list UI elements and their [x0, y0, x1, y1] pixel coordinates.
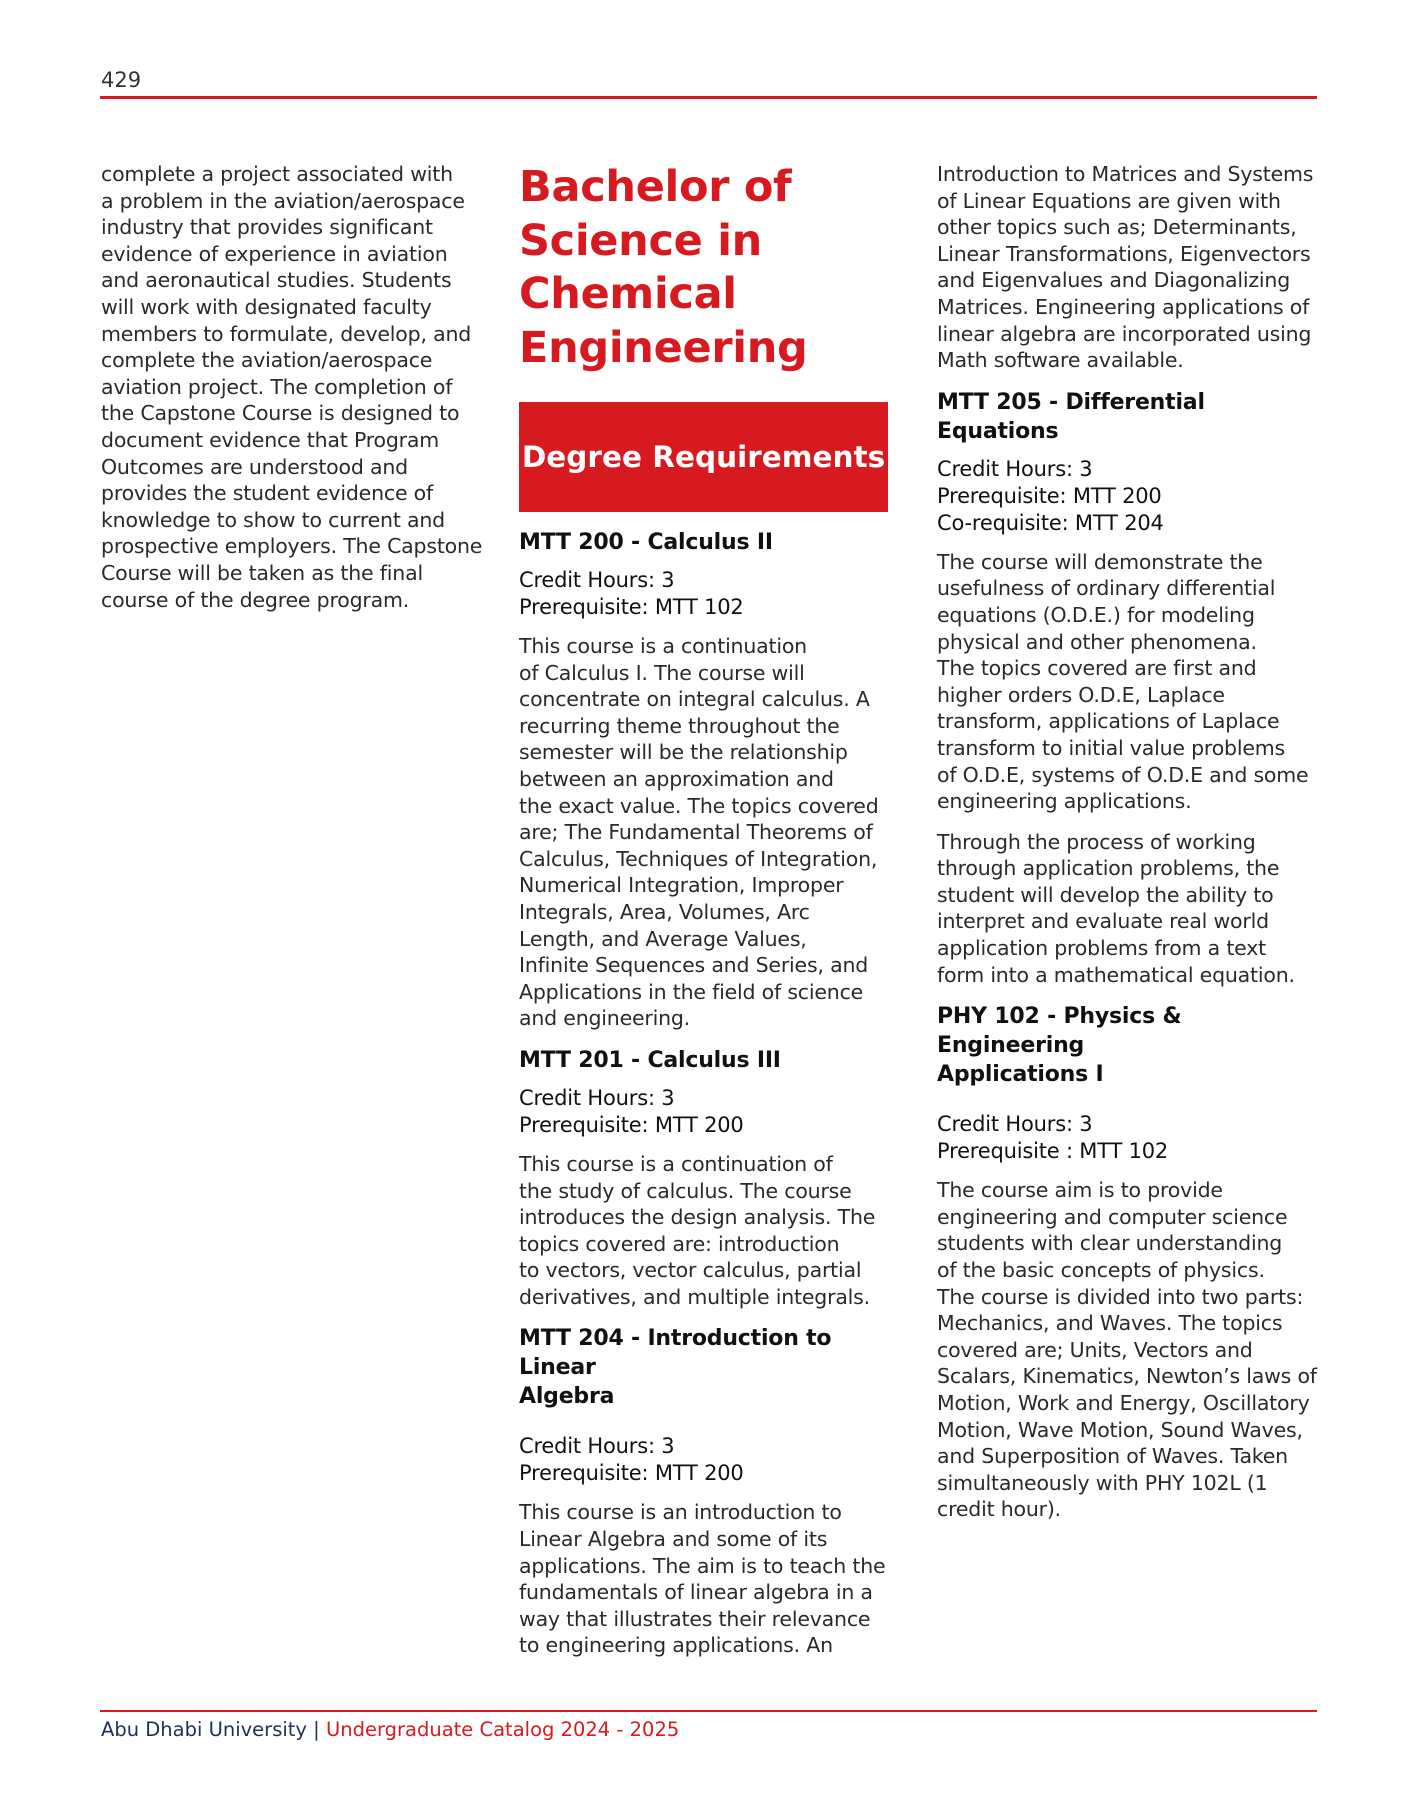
footer-catalog-title: Undergraduate Catalog 2024 - 2025 [325, 1718, 680, 1741]
course-title: MTT 205 - Differential Equations [937, 389, 1205, 444]
course-description: The course will demonstrate the usefulness of ordinary differential equations (O.D.E.) for modeling physical and other phenomena. The topics covered are first and higher orders O.D.E, Laplace transform, applications of Laplace transform to initial value problems of O.D.E, systems of O.D.E and some engineering applications. [937, 549, 1309, 814]
course-title: MTT 200 - Calculus II [519, 530, 773, 555]
course-mtt-200 [519, 528, 893, 1032]
course-description: This course is a continuation of the study of calculus. The course introduces the design analysis. The topics covered are: introduction to vectors, vector calculus, partial derivatives, and multiple integrals. [519, 1151, 876, 1309]
course-meta: Credit Hours: 3 Prerequisite : MTT 102 [937, 1112, 1169, 1164]
course-title: MTT 204 - Introduction to Linear Algebra [519, 1326, 832, 1410]
course-meta: Credit Hours: 3 Prerequisite: MTT 200 Co-requisite: MTT 204 [937, 456, 1164, 535]
footer [101, 1717, 679, 1743]
footer-organization: Abu Dhabi University [101, 1718, 307, 1741]
course-mtt-201 [519, 1046, 893, 1311]
middle-column [519, 161, 893, 1673]
course-description-continued: Through the process of working through application problems, the student will develop the ability to interpret and evaluate real world application problems from a text form into a mathematical equation. [937, 829, 1295, 987]
page-number: 429 [101, 68, 142, 92]
right-column [937, 161, 1322, 1537]
course-meta: Credit Hours: 3 Prerequisite: MTT 200 [519, 1085, 744, 1137]
program-title: Bachelor of Science in Chemical Engineering [519, 162, 808, 373]
course-title: MTT 201 - Calculus III [519, 1047, 781, 1073]
course-description: The course aim is to provide engineering and computer science students with clear understanding of the basic concepts of physics. The course is divided into two parts: Mechanics, and Waves. The topics covered are; Units, Vectors and Scalars, Kinematics, Newton’s laws of Motion, Work and Energy, Oscillatory Motion, Wave Motion, Sound Waves, and Superposition of Waves. Taken simultaneously with PHY 102L (1 credit hour). [937, 1178, 1317, 1522]
course-mtt-205 [937, 388, 1322, 989]
footer-separator: | [306, 1718, 326, 1741]
course-title: PHY 102 - Physics & Engineering Applications I [937, 1004, 1182, 1088]
degree-requirements-banner: Degree Requirements [519, 402, 888, 512]
left-column [101, 161, 491, 627]
course-meta: Credit Hours: 3 Prerequisite: MTT 102 [519, 568, 744, 619]
footer-divider [100, 1710, 1317, 1712]
course-description: This course is an introduction to Linear Algebra and some of its applications. The aim is to teach the fundamentals of linear algebra in a way that illustrates their relevance to engineering applications. An [519, 1500, 886, 1658]
course-description: This course is a continuation of Calculus I. The course will concentrate on integral calculus. A recurring theme throughout the semester will be the relationship between an approximation and the exact value. The topics covered are; The Fundamental Theorems of Calculus, Techniques of Integration, Numerical Integration, Improper Integrals, Area, Volumes, Arc Length, and Average Values, Infinite Sequences and Series, and Applications in the field of science and engineering. [519, 634, 879, 1031]
header-divider [100, 96, 1317, 99]
course-meta: Credit Hours: 3 Prerequisite: MTT 200 [519, 1434, 744, 1486]
course-mtt-204 [519, 1324, 893, 1659]
course-phy-102 [937, 1002, 1322, 1523]
mtt-204-continuation-text: Introduction to Matrices and Systems of Linear Equations are given with other topics such as; Determinants, Linear Transformations, Eigenvectors and Eigenvalues and Diagonalizing Matrices. Engineering applications of linear algebra are incorporated using Math software available. [937, 162, 1314, 373]
capstone-continuation-text: complete a project associated with a problem in the aviation/aerospace industry that provides significant evidence of experience in aviation and aeronautical studies. Students will work with designated faculty members to formulate, develop, and complete the aviation/aerospace aviation project. The completion of the Capstone Course is designed to document evidence that Program Outcomes are understood and provides the student evidence of knowledge to show to current and prospective employers. The Capstone Course will be taken as the final course of the degree program. [101, 162, 483, 612]
